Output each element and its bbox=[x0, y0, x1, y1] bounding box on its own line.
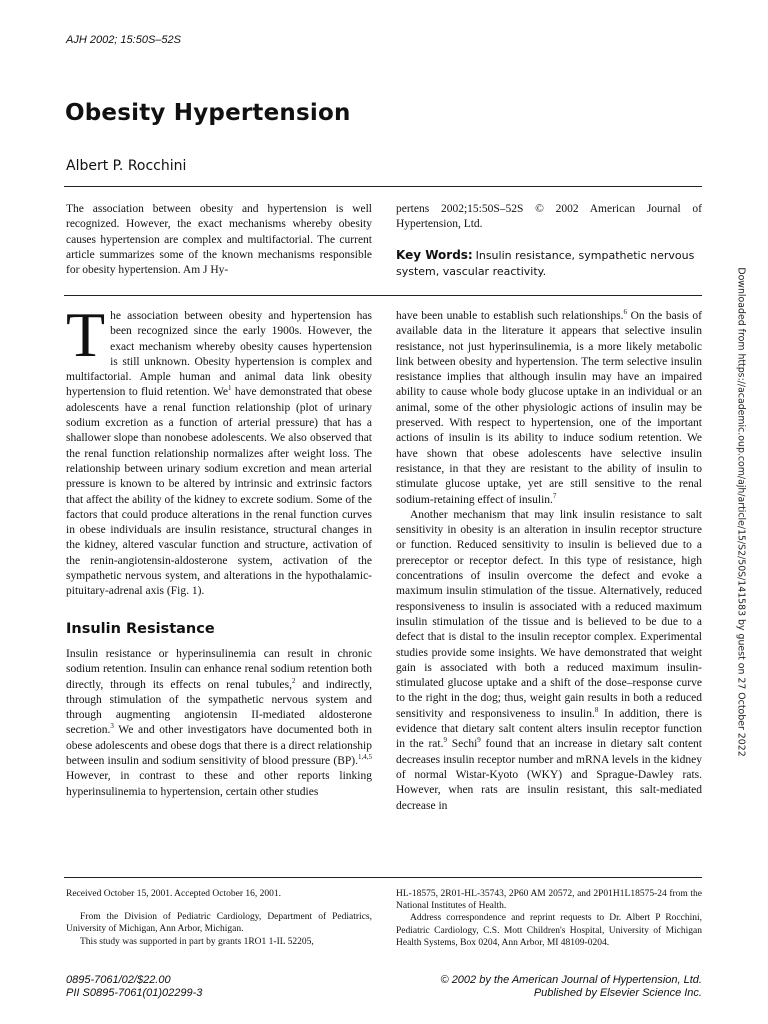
copyright: © 2002 by the American Journal of Hypertension, Ltd. bbox=[440, 974, 702, 986]
abstract-text: The association between obesity and hypertension is well recognized. However, the exact mechanisms whereby obesity causes hypertension are complex and multifactorial. The current article summarizes some of the known mechanisms responsible for obesity hypertension. Am J Hy- bbox=[66, 203, 372, 277]
affiliation-note: From the Division of Pediatric Cardiology, Department of Pediatrics, University of Michigan, Ann Arbor, Michigan. bbox=[66, 912, 372, 935]
right-text-3: Another mechanism that may link insulin resistance to salt sensitivity in obesity is an alteration in insulin receptor structure or function. Reduced sensitivity to insulin is believed due to a prereceptor or receptor defect. In this type of resistance, high concentrations of insulin overcome the defect and evoke a maximum insulin stimulation of the tissue. Alternatively, reduced responsiveness to insulin is associated with a reduced maximum insulin stimulation of the tissue and is believed to be due to a defect that is distal to the insulin receptor complex. Experimental studies provide some insights. We have demonstrated that weight gain is associated with both a reduced maximum insulin-stimulated glucose uptake and a shift of the dose–response curve to the right in the dog; thus, weight gain results in both a reduced sensitivity and responsiveness to insulin. bbox=[396, 508, 702, 720]
intro-paragraph bbox=[66, 299, 372, 600]
download-note: Downloaded from https://academic.oup.com/ajh/article/15/S2/50S/141583 by guest on 27 October 2022 bbox=[735, 267, 747, 757]
citation-ref: 8 bbox=[594, 705, 599, 714]
citation-ref: 3 bbox=[110, 722, 114, 731]
received-dates: Received October 15, 2001. Accepted October 16, 2001. bbox=[66, 889, 282, 899]
right-text-6: found that an increase in dietary salt content decreases insulin receptor number and mRNA levels in the kidney of normal Wistar-Kyoto (WKY) and Sprague-Dawley rats. However, when rats are insulin resistant, this salt-mediated decrease in bbox=[396, 738, 702, 812]
journal-reference: AJH 2002; 15:50S–52S bbox=[66, 34, 181, 46]
drop-cap: T bbox=[66, 299, 106, 370]
footnote-divider bbox=[64, 877, 702, 878]
citation-ref: 7 bbox=[552, 491, 557, 500]
footnotes-left bbox=[66, 888, 372, 948]
insulin-text-2: and indirectly, through stimulation of the sympathetic nervous system and through augmenting angiotensin II-mediated aldosterone secretion. bbox=[66, 678, 372, 737]
keywords-list: Insulin resistance, sympathetic nervous system, vascular reactivity. bbox=[396, 248, 695, 278]
citation-ref: 9 bbox=[477, 736, 481, 745]
article-title: Obesity Hypertension bbox=[65, 100, 351, 126]
citation-ref: 9 bbox=[443, 736, 447, 745]
body-column-left bbox=[66, 299, 372, 800]
abstract-right bbox=[396, 202, 702, 280]
intro-text-1: he association between obesity and hypertension has been recognized since the early 1900s. However, the exact mechanism whereby obesity causes hypertension is still unknown. Obesity hypertension is complex and multifactorial. Ample human and animal data link obesity hypertension to fluid retention. We bbox=[66, 310, 372, 399]
author-name: Albert P. Rocchini bbox=[66, 158, 187, 174]
right-text-2: On the basis of available data in the literature it appears that selective insulin resistance, not just hyperinsulinemia, is a more likely metabolic link between obesity and hypertension. The term selective insulin resistance implies that although insulin may have an impaired ability to cause whole body glucose uptake in an individual or an animal, some of the other physiologic actions of insulin may be preserved. With respect to hypertension, one of the important actions of insulin is its ability to induce sodium retention. We have shown that obese adolescents have selective insulin resistance, in that they are resistant to the ability of insulin to stimulate glucose uptake, yet are still sensitive to the renal sodium-retaining effect of insulin. bbox=[396, 310, 702, 506]
abstract-left bbox=[66, 202, 372, 278]
issn: 0895-7061/02/$22.00 bbox=[66, 974, 171, 986]
header-divider bbox=[64, 186, 702, 187]
body-column-right bbox=[396, 309, 702, 814]
grants-note: HL-18575, 2R01-HL-35743, 2P60 AM 20572, and 2P01H1L18575-24 from the National Institutes of Health. bbox=[396, 889, 702, 912]
pii: PII S0895-7061(01)02299-3 bbox=[66, 987, 203, 999]
section-heading: Insulin Resistance bbox=[66, 620, 215, 637]
keywords-label: Key Words: bbox=[396, 247, 473, 262]
selective-resistance-paragraph bbox=[396, 309, 702, 508]
insulin-paragraph bbox=[66, 647, 372, 800]
footnotes-right bbox=[396, 888, 702, 949]
citation-ref: 6 bbox=[623, 308, 627, 317]
support-note: This study was supported in part by grants 1RO1 1-IL 52205, bbox=[80, 936, 314, 947]
citation-ref: 1 bbox=[228, 384, 232, 393]
receptor-paragraph bbox=[396, 508, 702, 814]
abstract-divider bbox=[64, 295, 702, 296]
abstract-citation: pertens 2002;15:50S–52S © 2002 American Journal of Hypertension, Ltd. bbox=[396, 203, 702, 231]
right-text-1: have been unable to establish such relationships. bbox=[396, 310, 624, 322]
publisher: Published by Elsevier Science Inc. bbox=[533, 987, 702, 999]
insulin-text-3: We and other investigators have documented both in obese adolescents and obese dogs that there is a direct relationship between insulin and sodium sensitivity of blood pressure (BP). bbox=[66, 724, 372, 768]
citation-ref: 1,4,5 bbox=[358, 753, 372, 762]
right-text-5: Sechi bbox=[446, 738, 478, 751]
address-note: Address correspondence and reprint requests to Dr. Albert P Rocchini, Pediatric Cardiology, C.S. Mott Children's Hospital, University of Michigan Health Systems, Box 0204, Ann Arbor, MI 48109-0204. bbox=[396, 913, 702, 948]
page-footer-right bbox=[441, 974, 702, 1000]
right-text-4: In addition, there is evidence that dietary salt content alters insulin receptor function in the rat. bbox=[396, 707, 702, 751]
page-footer-left bbox=[66, 974, 202, 1000]
insulin-text-1: Insulin resistance or hyperinsulinemia can result in chronic sodium retention. Insulin can enhance renal sodium retention both directly, through its effects on renal tubules, bbox=[66, 647, 372, 691]
insulin-text-4: However, in contrast to these and other reports linking hyperinsulinemia to hypertension, certain other studies bbox=[66, 770, 372, 798]
intro-text-2: have demonstrated that obese adolescents have a renal function relationship (plot of urinary sodium excretion as a function of arterial pressure) that has a shallower slope than nonobese adolescents. We also observed that the renal function relationship normalizes after weight loss. The relationship between urinary sodium excretion and mean arterial pressure is known to be altered by intrinsic and extrinsic factors that affect the ability of the kidney to excrete sodium. Some of the factors that could produce alterations in the renal function curves in obese individuals are insulin resistance, structural changes in the kidney, altered vascular function and structure, activation of the renin-angiotensin-aldosterone system, activation of the sympathetic nervous system, and alterations in the hypothalamic-pituitary-adrenal axis (Fig. 1). bbox=[66, 386, 372, 598]
citation-ref: 2 bbox=[292, 676, 296, 685]
keywords bbox=[396, 247, 702, 280]
